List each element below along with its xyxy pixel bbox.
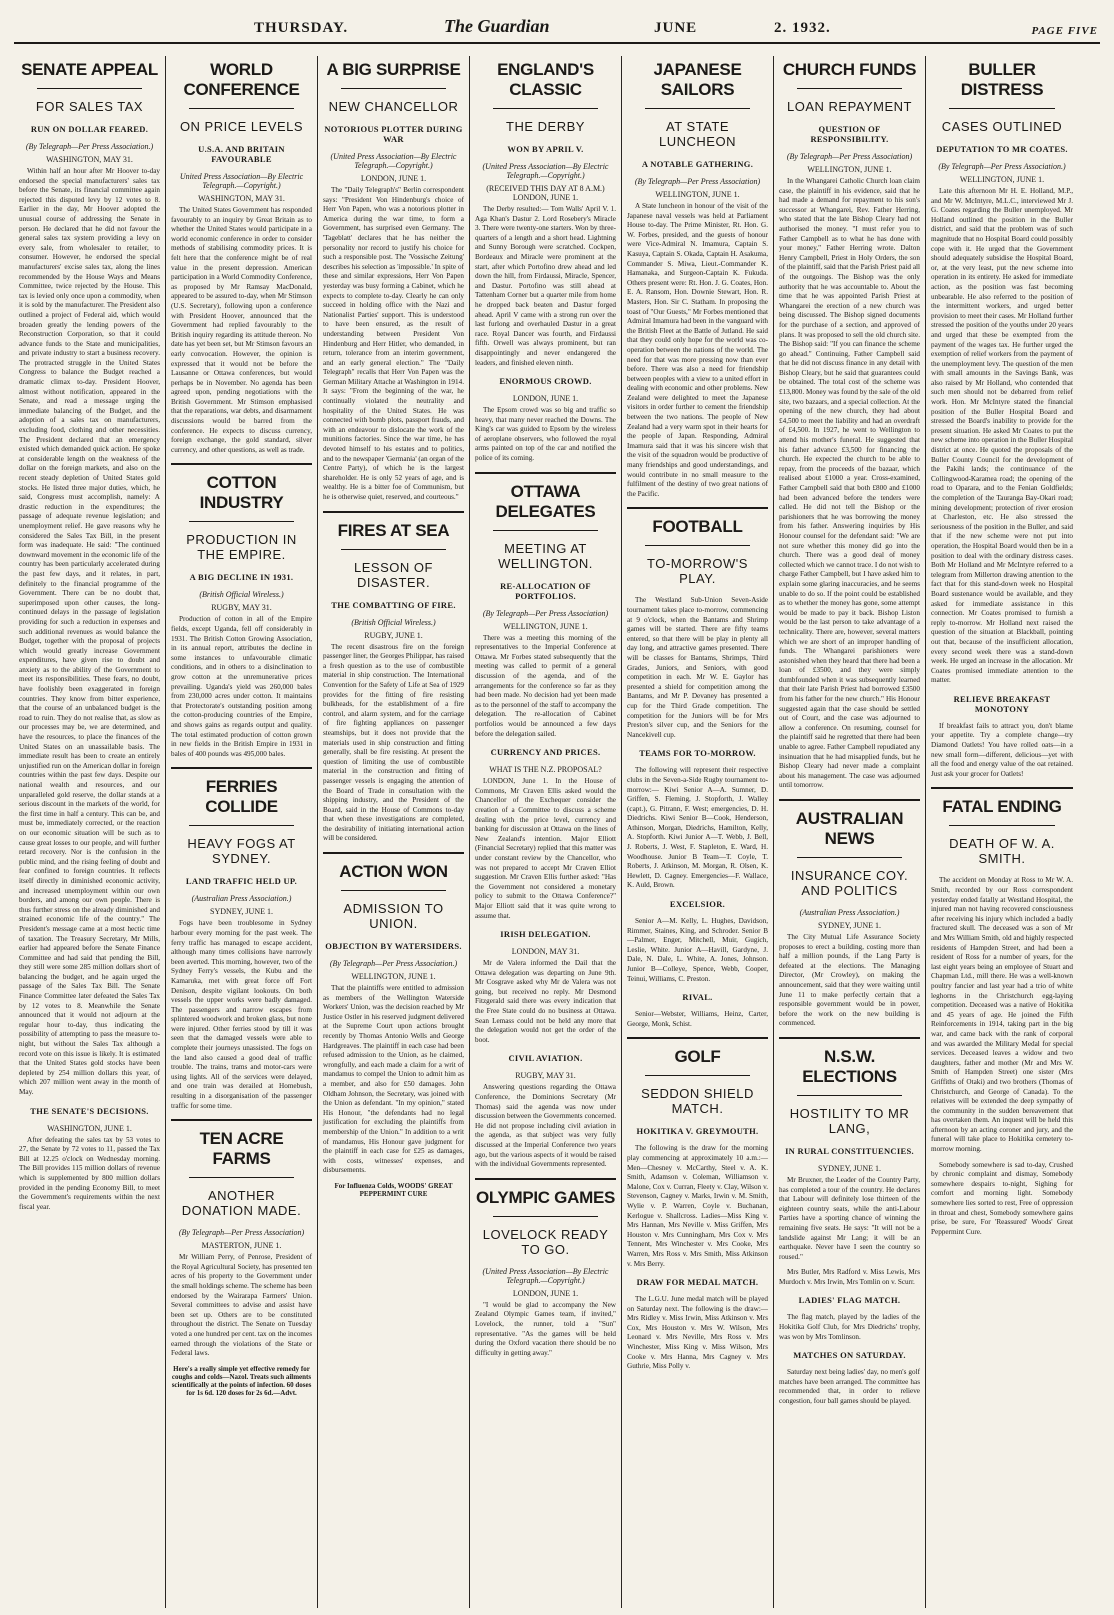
article-body: Answering questions regarding the Ottawa Conference, the Dominions Secretary (Mr Thomas) said the agenda was now under discussion between the Governments concerned. He did not propose including civil aviation in the agenda, as that subject was very fully discussed at the Imperial Conference two years ago, but the various aspects of it would be raised with the individual Governments represented. [475,1083,616,1169]
deck: WON BY APRIL V. [507,144,584,154]
headline-rule [189,825,294,826]
article [323,852,464,1176]
article [475,1178,616,1359]
columns [14,56,1102,1608]
subheadline: MEETING AT WELLINGTON. [498,540,593,571]
headline: TEN ACRE FARMS [199,1129,284,1169]
deck: A BIG DECLINE IN 1931. [189,572,294,583]
article-body: "I would be glad to accompany the New Zealand Olympic Games team, if invited," Lovelock, the runner, told a "Sun" representative. "As the games will be held during the Oxford vacation there should be no difficulty in getting away." [475,1300,616,1357]
dateline: WHAT IS THE N.Z. PROPOSAL? [489,765,602,775]
headline: FOOTBALL [652,517,743,537]
headline-rule [645,545,750,546]
headline: AUSTRALIAN NEWS [795,809,904,848]
headline-rule [189,521,294,522]
dateline: WASHINGTON, JUNE 1. [47,1123,132,1133]
masthead-month: JUNE [654,20,698,36]
dateline: SYDNEY, JUNE 1. [818,921,881,930]
subheadline: AT STATE LUNCHEON [659,119,736,149]
subheadline: THE DERBY [506,119,585,134]
headline: CHURCH FUNDS [782,60,917,79]
article [171,767,312,1111]
dateline: LONDON, JUNE 1. [360,174,427,183]
article-body: The L.G.U. June medal match will be played on Saturday next. The following is the draw:—Mrs Ridley v. Miss Irwin, Miss Atkinson v. Mrs Cox, Mrs Houston v. Mrs W. Wilson, Mrs Leonard v. Mrs Neville, Mrs Ross v. Mrs Winchester, Miss King v. Miss Wilson, Mrs Cooke v. Mrs Hanna, Mrs Cagney v. Mrs Guthrie, Miss Polly v. [627,1295,768,1371]
deck: NOTORIOUS PLOTTER DURING WAR [324,124,463,144]
headline-rule [797,1095,902,1096]
article-body: In the Whangarei Catholic Church loan claim case, the plaintiff in his evidence, said that he had made a demand for repayment to his son's successor at Whangarei, Rev. Father Herring, who stated that the late Bishop Cleary had not authorised the money. "I must refer you to Father Campbell as to what he has done with your money," Father Herring wrote. Dalton Henry Campbell, Priest in Holy Orders, the son of the plaintiff, said that the Parish Priest paid all of the outgoings. The Bishop was the only authority that he was accountable to. About the time that he was appointed Parish Priest at Whangarei the erection of a new church was being discussed. The Bishop signed documents for the purchase of a section, and approved of plans. It was proposed to sell the old church site. The Bishop said: "If you can finance the scheme go ahead." Continuing, Father Campbell said that he did not discuss finance in any detail with Bishop Cleary, but he said that guarantees could be obtained. The total cost of the scheme was £13,800. Money was found by the sale of the old site, two bazaars, and a special collection. At the opening of the new church, they had about £4,500 to meet the liability and had an overdraft of £4,500. In 1927, he went to Wellington to attend his mother's funeral. He suggested that his father advance £3,500 for financing the church. He expected the church to be able to repay, from the proceeds of the bazaar, which realised about £1000 a year. Cross-examined, Father Campbell said that both £800 and £1000 had been advanced before the tenders were called. He did not tell the Bishop or the parishioners that he was borrowing the money from his father. Answering inquiries by His Honour counsel for the defendant said: "We are not sure whether this money did go into the church. There was a good deal of money collected which we cannot trace. I do not wish to charge Father Campbell, but I have asked him to explain some glaring inaccuracies, and he seems unable to do so. If the point could be established as to whether the money has gone, some attempt would be made to pay it back. Bishop Liston would be the last person to take advantage of a technicality. There are, however, several matters which we are short of an improper handling of funds. The Whangarei parishioners were astonished when they heard that there had been a loan of £3500, and they were simply dumbfounded when it was subsequently learned that their late Parish Priest had borrowed £3500 from his father for the new church." His Honour suggested again that the case should be settled out of Court, and the case was adjourned to allow a conference. On resuming, counsel for the plaintiff said he regretted that there had been unable to agree. Father Campbell repudiated any insinuation that he had misapplied funds, but he Bishop Cleary had never made a complaint about his management. The case was adjourned until tomorrow. [779,177,920,790]
subheadline: LESSON OF DISASTER. [354,559,433,590]
wire-credit: (By Telegraph—Per Press Association) [482,608,609,618]
dateline: WELLINGTON, JUNE 1. [959,175,1045,184]
advertisement: For Influenza Colds, WOODS' GREAT PEPPERMINT CURE [334,1181,453,1198]
article [627,992,768,1029]
subheadline: DEATH OF W. A. SMITH. [949,836,1055,867]
deck: RELIEVE BREAKFAST MONOTONY [953,693,1051,714]
advertisement: Here's a really simple yet effective remedy for coughs and colds—Nazol. Treats such ailments scientifically at the points of infection. 60 doses for 1s 6d. 120 doses for 2s 6d.—Advt. [171,1364,312,1397]
article-body: The City Mutual Life Assurance Society proposes to erect a building, costing more than half a million pounds, if the Lang Party is defeated at the elections. The Managing Director, (Mr Crowley), on making the announcement, said that they were waiting until June 11 to make perfectly certain that a responsible government would be in power, before the work on the new building is commenced. [779,933,920,1028]
article-divider [627,1037,768,1039]
article-body: The flag match, played by the ladies of the Hokitika Golf Club, for Mrs Diedrichs' trophy, was won by Mrs Tomlinson. [779,1313,920,1341]
article-divider [779,799,920,801]
deck: RUN ON DOLLAR FEARED. [30,124,149,134]
headline-rule [341,549,446,550]
subheadline: LOVELOCK READY TO GO. [482,1226,609,1257]
article [931,1161,1073,1238]
headline-rule [645,1075,750,1076]
headline: FERRIES COLLIDE [205,777,278,817]
column-6 [774,56,926,1608]
headline-rule [493,530,598,531]
article [627,60,768,499]
column-4 [470,56,622,1608]
article-body: Somebody somewhere is sad to-day, Crushed by chronic complaint and dismay, Somebody somewhere despairs to-night, Sighing for comfort and morning light. Somebody somewhere lies sorted to rest, Free of oppression in throat and chest, Somebody somewhere gains prise, be sure, For 'Reassured' Woods' Great Peppermint Cure. [931,1160,1073,1236]
article [171,1119,312,1359]
article-body: There was a meeting this morning of the representatives to the Imperial Conference at Ottawa. Mr Forbes stated subsequently that the meeting was called to permit of a general discussion of the agenda, and of the arrangements for the conference so far as they had been made. No decision had yet been made as to the personnel of the staff to accompany the delegation. The re-allocation of Cabinet portfolios would be announced a few days before the delegation sailed. [475,633,616,738]
article [475,472,616,740]
article-body: Mrs Butler, Mrs Radford v. Miss Lewis, Mrs Murdoch v. Mrs Irwin, Mrs Tomlin on v. Scurr. [779,1268,920,1286]
wire-credit: (United Press Association—By Electric Telegraph.—Copyright.) [482,1266,609,1285]
headline: BULLER DISTRESS [960,60,1044,99]
article [931,694,1073,780]
dateline: SYDNEY, JUNE 1. [210,907,273,917]
subheadline: INSURANCE COY. AND POLITICS [790,868,909,898]
column-2 [166,56,318,1608]
dateline: SYDNEY, JUNE 1. [818,1163,881,1173]
article-body: LONDON, June 1. In the House of Commons, Mr Craven Ellis asked would the Chancellor of the Exchequer consider the creation of a Committee to discuss a scheme dealing with the price level, currency and banking for discussion at Ottawa on the lines of New Zealand's intention. Major Elliott (Financial Secretary) replied that this matter was under constant review by the Chancellor, who was not prepared to accept Mr Craven Elliot suggestion. Mr Craven Ellis further asked: "Has the Government not considered a monetary policy to submit to the Ottawa Conference?" Major Elliott said that it was quite wrong to assume that. [475,777,616,920]
article-body: After defeating the sales tax by 53 votes to 27, the Senate by 72 votes to 11, passed the Tax Bill at 12.25 o'clock on Wednesday morning. The Bill provides 115 million dollars of revenue which is supplemented by 800 million dollars provided in the pending Economy Bill, to meet the Government's requirements within the next fiscal year. [19,1135,160,1211]
column-1 [14,56,166,1608]
deck: DRAW FOR MEDAL MATCH. [636,1277,759,1288]
headline-rule [341,890,446,891]
article [779,1037,920,1262]
deck: THE SENATE'S DECISIONS. [30,1105,149,1116]
article-divider [171,767,312,769]
headline: JAPANESE SAILORS [653,60,742,99]
headline-rule [949,825,1055,826]
deck: U.S.A. AND BRITAIN FAVOURABLE [198,144,285,164]
article-body: The "Daily Telegraph's" Berlin correspondent says: "President Von Hindenburg's choice of Herr Von Papen, who was a notorious plotter in America during the war time, to form a Government, has surprised even Germany. The 'Tageblatt' declares that he has neither the personality nor record to justify his choice for such a responsible post. The 'Vossische Zeitung' describes his selection as 'impossible.' In spite of these and similar expressions, Herr Von Papen yesterday was busy forming a Cabinet, which he expects to complete to-day. Clearly he can only succeed in holding office with the Nazi and Nationalist Parties' support. This is understood to have been ensured, as the result of understanding between President Von Hindenburg and Herr Hitler, who demanded, in return, tolerance from an interim government, and an early general election." The "Daily Telegraph" recalls that Herr Von Papen was the German Military Attache at Washington in 1914. It says: "From the beginning of the war, he continually violated the neutrality and hospitality of the United States. He was connected with bomb plots, passport frauds, and with an endeavour to dislocate the work of the munitions factories. Since the war time, he has devoted himself to his estates and to politics, and to the newspaper 'Germania' (an organ of the Centre Party), of which he is the largest shareholder. He is only 52 years of age, and is wealthy. He is a bitter foe of Communism, but he is otherwise quiet, reserved, and courteous." [323,186,464,501]
headline-rule [645,108,750,109]
article [475,747,616,921]
wire-credit: (Australian Press Association.) [799,908,900,917]
dateline: WELLINGTON, JUNE 1. [655,190,740,199]
deck: TEAMS FOR TO-MORROW. [639,748,756,759]
wire-credit: (By Telegraph—Per Press Association.) [25,142,154,151]
article-body: Fogs have been troublesome in Sydney harbour every morning for the past week. The ferry traffic has managed to escape accident, although many times collisions have narrowly been averted. This morning, however, two of the Sydney Ferry's vessels, the Kubu and the Kamaruka, met with great force off Fort Denison, despite vigilant lookouts. On both vessels the upper works were badly damaged. The passengers and narrow escapes from splintered woodwork and broken glass, but none were injured. Other ferries stood by till it was seen that the damaged vessels were able to complete their journeys unassisted. The fogs on the land also caused a good deal of traffic trouble. The trains, trams and motor-cars were using lights. All of the services were delayed, and one train was derailed at Homebush, resulting in a disorganisation of the passenger traffic for some time. [171,919,312,1110]
deck: OBJECTION BY WATERSIDERS. [325,941,462,952]
article-body: A State luncheon in honour of the visit of the Japanese naval vessels was held at Parliament House to-day. The Prime Minister, Rt. Hon. G. W. Forbes, presided, and the guests of honour were Vice-Admiral N. Imamura, Captain S. Kasuya, Captain S. Okada, Captain H. Asakuma, Commander S. Miwa, Lieut.-Commander K. Hamanaka, and Surgeon-Captain K. Fukuda. Others present were: Rt. Hon. J. G. Coates, Hon. E. A. Ransom, Hon. Downie Stewart, Hon. R. Masters, Hon. Sir C. Statham. In proposing the toast of "Our Guests," Mr Forbes mentioned that Admiral Imamura had been in the vanguard with the British Fleet at the Battle of Jutland. He said that they could only hope for the world was co-operation between the nations of the world. The need for that was more pressing now than ever before. There was also a need for friendship between peoples with a view to a united effort in dealing with economic and other problems. New Zealand were delighted to meet the Japanese visitors in order further to cement the friendship between the two nations. The people of New Zealand had a very warm spot in their hearts for the people of Japan. Responding, Admiral Imamura said that it was his sincere wish that the visit of the squadron would be productive of many friendships and good understandings, and would contribute in no small measure to the fulfilment of the destiny of two great nations of the Pacific. [627,202,768,498]
dateline: WELLINGTON, JUNE 1. [503,621,588,631]
column-5 [622,56,774,1608]
article [627,507,768,740]
deck: CIVIL AVIATION. [508,1053,583,1064]
dateline: WASHINGTON, MAY 31. [198,194,285,203]
article-body: The accident on Monday at Ross to Mr W. A. Smith, recorded by our Ross correspondent yesterday ended fatally at Westland Hospital, the injured man not having recovered consciousness after receiving his injury which included a badly fractured skull. The deceased was a son of Mr and Mrs William Smith, old and highly respected residents of Hampden Street, and had been a resident of Ross for a number of years, for the last eight years being an employee of Stuart and Chapman Ltd., mill there. He was a well-known poultry fancier and last year had a trio of white leghorns in the Christchurch egg-laying competition. Deceased was a native of Hokitika and 45 years of age. He joined the Fifth Reinforcements in 1914, taking part in the big war, and came back with the rank of corporal and was awarded the Military Medal for special services. Deceased leaves a widow and two daughters, father and mother (Mr and Mrs W. Smith of Hampden Street) one sister (Mrs Griffiths of Otaki) and two brothers (Thomas of Christchurch, and George of Canada). To the relatives will be extended the deep sympathy of the community in the sudden bereavement that has overtaken them. An inquest will be held this afternoon by an acting coroner and jury, and the funeral will take place to Hokitika cemetery to-morrow morning. [931,876,1073,1154]
dateline: LONDON, JUNE 1. [512,1288,579,1298]
masthead-title: The Guardian [444,16,550,36]
article-body: Mr de Valera informed the Dail that the Ottawa delegation was departing on June 9th. Mr Cosgrave asked why Mr de Valera was not going, but received no reply. Mr Desmond Fitzgerald said there was every indication that the Free State could do no business at Ottawa. Sean Lemass could not be held any more that the delegation would not get the order of the boot. [475,959,616,1044]
subheadline: SEDDON SHIELD MATCH. [641,1086,754,1117]
article-divider [171,1119,312,1121]
headline: COTTON INDUSTRY [199,473,284,513]
headline: SENATE APPEAL [21,60,158,79]
article-divider [779,1037,920,1039]
dateline: RUGBY, MAY 31. [211,603,272,613]
headline-rule [797,857,902,858]
article [779,60,920,791]
headline-rule [949,108,1055,109]
deck: THE COMBATTING OF FIRE. [331,599,456,610]
article-divider [323,511,464,513]
dateline: (RECEIVED THIS DAY AT 8 A.M.) LONDON, JUNE 1. [486,184,605,202]
article-body: That the plaintiffs were entitled to admission as members of the Wellington Waterside Workers' Union, was the decision reached by Mr Justice Ostler in his reserved judgment delivered at the Supreme Court upon actions brought recently by Thomas Antonio Wells and George Hardgreaves. The plaintiff in each case had been refused admission to the Union, as he claimed, wrongfully, and each made a claim for a writ of mandamus to compel the Union to admit him as a member, and also for £50 damages. John Oldham Johnson, the Secretary, was joined with the Union as defendant. "In my opinion," stated His Honour, "the defendants had no legal justification for excluding the plaintiffs from membership of the Union." In addition to a writ of mandamus, His Honour gave judgment for the plaintiff in each case for £25 as damages, with costs, witnesses' expenses, and disbursements. [323,984,464,1175]
wire-credit: (By Telegraph—Per Press Association) [178,1228,305,1238]
article-body: The Westland Sub-Union Seven-Aside tournament takes place to-morrow, commencing at 9 o'clock, when the Bantams and Shrimp games will be started. There are fifty teams entered, so that there will be play in plenty all day long, and attractive games presented. There will be classes for Bantams, Shrimps, Third Grades, Juniors, and Seniors, with good competition in each. Mr W. E. Gaylor has presented a shield for competition among the Bantams, and Mr P. Devaney has presented a cup for the Third Grade competition. The competition for the Juniors will be for Mrs Preston's silver cup, and the Seniors for the Nancekivell cup. [627,596,768,739]
headline: GOLF [674,1047,721,1067]
article [779,1295,920,1342]
article-body: Senior A—M. Kelly, L. Hughes, Davidson, Rimmer, Staines, King, and Schroder. Senior B—Palmer, Enger, Mitchell, Muir, Gugich, Leslie, White. Junior A—Havill, Gardyne, J. Dale, N. Dale, L. White, A. Jones, Johnson. Junior B—Colleye, Spence, Webb, Cooper, Teinui, Williams, C. Preston. [627,917,768,983]
subheadline: PRODUCTION IN THE EMPIRE. [186,532,297,563]
subheadline: HEAVY FOGS AT SYDNEY. [187,836,296,867]
headline: N.S.W. ELECTIONS [802,1046,897,1086]
headline-rule [189,108,294,109]
masthead [14,12,1100,44]
headline: ENGLAND'S CLASSIC [497,60,594,99]
article-body: The following is the draw for the morning play commencing at approximately 10 a.m.:— Men—Chesney v. McCarthy, Steel v. A. K. Smith, Adamson v. Coleman, Williamson v. Malone, Cox v. Curran, Fleety v. Clay, Wilson v. Stevenson, Cagney v. Marks, Irwin v. M. Smith, Wylie v. P. Warren, Coyle v. Buchanan, Kerlogue v. Shallcross. Ladies—Miss King v. Mrs Hannan, Mrs Neville v. Miss Griffen, Mrs Houston v. Mrs Cunningham, Mrs Cox v. Mrs Tennent, Mrs Winchester v. Mrs Cooke, Mrs Warren, Mrs Ross v. Mrs Smith, Miss Atkinson v. Mrs Berry. [627,1144,768,1268]
headline: OTTAWA DELEGATES [495,481,596,521]
headline: FATAL ENDING [942,797,1062,817]
wire-credit: (By Telegraph—Per Press Association.) [938,162,1066,171]
deck: RIVAL. [682,992,713,1003]
article [931,787,1073,1154]
wire-credit: (British Official Wireless.) [351,617,436,627]
article [475,929,616,1045]
article-body: The recent disastrous fire on the foreign passenger liner, the Georges Philippar, has raised a fresh question as to the use of combustible material in ship construction. The International Convention for the Safety of Life at Sea of 1929 provides for the fitting of fire resisting bulkheads, for the establishment of a fire control, and alarm system, and for the carriage of fire fighting appliances on passenger steamships, but it does not provide that the materials used in ship construction and fitting generally, shall be fire resisting. At present the question of limiting the use of combustible material in the construction and fitting of passenger vessels is engaging the attention of the Board of Trade in consultation with the shipping industry, and the President of the Board, said in the House of Commons to-day that when these investigations are completed, the desirability of initiating international action will be considered. [323,642,465,843]
dateline: LONDON, MAY 31. [511,947,580,957]
article-divider [475,1178,616,1180]
column-3 [318,56,470,1608]
article-body: Production of cotton in all of the Empire fields, except Uganda, fell off considerably in 1931. The British Cotton Growing Association, in its annual report, attributes the decline in some instances to unfavourable climatic conditions, and in others to a disinclination to grow cotton at the unremunerative prices prevailing. Uganda's yield was 260,000 bales from 230,000 acres under cotton. It maintains that Protectorate's outstanding position among the cotton-producing countries of the Empire, and shows gains as regards output and quality. The total estimated production of cotton grown in new fields in the British Empire in 1931 in bales of 400 pounds was 495,000 bales. [171,615,312,758]
headline-rule [493,1216,598,1217]
article-divider [627,507,768,509]
deck: ENORMOUS CROWD. [499,376,592,387]
article [627,1037,768,1269]
article-body: The Epsom crowd was so big and traffic so heavy, that many never reached the Downs. The King's car was guided to Epsom by the wireless of aeroplane observers, who followed the royal arms painted on top of the car and notified the police of its coming. [475,406,616,463]
deck: DEPUTATION TO MR COATES. [936,144,1068,154]
article [779,1350,920,1406]
article [19,60,160,1098]
wire-credit: (United Press Association—By Electric Telegraph.—Copyright.) [330,152,457,170]
article [323,60,464,503]
article-divider [931,787,1073,789]
article [475,1053,616,1169]
dateline: WASHINGTON, MAY 31. [46,155,133,164]
deck: A NOTABLE GATHERING. [641,159,754,169]
article [779,1268,920,1287]
deck: HOKITIKA V. GREYMOUTH. [636,1126,759,1137]
article-body: If breakfast fails to attract you, don't blame your appetite. Try a complete change—try Diamond Oatlets! You have rolled oats—in a new small form—different, delicious—yet with all the food and energy value of the oat retained. Just ask your grocer for Oatlets! [931,721,1073,778]
deck: IRISH DELEGATION. [500,929,591,940]
headline-rule [189,1177,294,1178]
wire-credit: (By Telegraph—Per Press Association) [786,152,913,161]
article [627,1277,768,1372]
article-body: Within half an hour after Mr Hoover to-day endorsed the special manufacturers' sales tax before the Senate, its financial committee again rejected this disputed levy by 12 votes to 8. Earlier in the day, Mr Hoover adopted the unusual course of addressing the Senate in person. He declared that he did not favour the general sales tax system providing a levy on every sale, from wholesaler to retailer, to consumer. However, he endorsed the special manufacturers' excise sales tax, along the lines recommended by the House Ways and Means Committee, twice rejected by the House. This tax is levied only once upon a commodity, when it is sold by the manufacturer. The President also outlined a project of Federal aid, which would broaden greatly the lending powers of the Reconstruction Corporation, so that it could advance funds to the State and municipalities, and private industry to start a business recovery. The protracted struggle in the United States Congress to balance the Budget reached a dramatic climax to-day. President Hoover, almost without notification, appeared in the Senate, and read a message urging the immediate balancing of the Budget, and the adoption of a sales tax on manufacturers, excluding food, clothing and other necessities. The President declared that an emergency existed which demanded quick action. He spoke at considerable length on the weakness of the dollar on the foreign markets, and also on the recent steady depletion of United States gold stocks. He listed three major duties, which, he said, Congress must accomplish, namely: A drastic reduction in the expenditures; the passage of adequate revenue legislation; and unemployment relief. He gave reasons why he considered the Sales Tax Bill, in the present form was inadequate. He said: "The continued downward movement in the economic life of the country has been particularly accelerated during the past few days, and it relates, in part, definitely to the financial programme of the Government. There can be no doubt that, superimposed upon other causes, the long-continued delays in the passage of legislation providing for such a reduction in expenses and such additional revenues as would balance the Budget, together with the proposal of projects which would greatly increase Government expenditures, have given rise to doubt and anxiety as to the ability of the Government to meet its responsibilities. These fears, no doubt, have foolishly been exaggerated in foreign countries. They know from bitter experience, that the course of an unbalanced budget is the road to ruin. They do not realise that, as slow as our processes may be, we are determined, and have the resources, to place the finances of the United States on an unassailable basis. The immediate result has been to create an entirely unjustified run on the American dollar in foreign countries within the past few days. Despite our national wealth and resources, and our unparalleled gold reserve, the dollar stands at a serious discount in the markets of the world, for the first time in half a century. This can be, and must be, immediately corrected, or the reaction on our economic situation will be such as to cause great losses to our people, and will further retard recovery. Nor is the confusion in the public mind, and the rising feeling of doubt and fear confined to foreign countries. It reflects itself directly in diminished economic activity, and increased unemployment within our own borders, and among our own people. There is thus further stress on the already diminished and strained economic life of the country." The President's message came at a most hectic time of taxation. The Treasury Secretary, Mr Mills, earlier had appeared before the Senate Finance Committee and had said that pending the Bill, they still were some 285 million dollars short of balancing the budget, and he again urged the passage of the Sales Tax Bill. The Senate Finance Committee later defeated the Sales Tax by 12 votes to 8. Meanwhile the Senate announced that it would not adjourn at the regular hour to-day, thus indicating the possibility of attempting to pass the measure to-night, but without the Sales Tax although a record vote on this issue is likely. It is estimated that the United States gold stocks have been depleted by 254 million dollars this year, of which 207 million went away in the month of May. [19,167,160,1096]
dateline: WELLINGTON, JUNE 1. [807,165,892,174]
dateline: LONDON, JUNE 1. [512,394,579,404]
subheadline: ADMISSION TO UNION. [343,901,444,932]
wire-credit: (By Telegraph—Per Press Association) [634,177,761,186]
deck: LADIES' FLAG MATCH. [798,1295,901,1306]
headline: OLYMPIC GAMES [475,1187,616,1207]
column-7 [926,56,1078,1608]
article [19,1106,160,1213]
article-body: The Derby resulted:— Tom Walls' April V. 1. Aga Khan's Dastur 2. Lord Rosebery's Miracle 3. There were twenty-one starters. Won by three-quarters of a length and a short head. Lightning and Sunny Borough were scratched. Cockpen, Bordeaux and Miracle were prominent at the start, after which Portofino drew ahead and led down the hill, from Firdaussi, Miracle, Spencer, and Dastur. Portofino was still ahead at Tattenham Corner but a quarter mile from home he dropped back beaten and Dastur forged ahead. April V came with a strong run over the last furlong and overhauled Dastur in a great race. Royal Dancer was fourth, and Firdaussi fifth. Orwell was always prominent, but ran disappointingly and never endangered the leaders, and finished eleven ninth. [475,205,616,367]
dateline: WELLINGTON, JUNE 1. [351,972,436,982]
deck: MATCHES ON SATURDAY. [793,1350,906,1361]
dateline: RUGBY, MAY 31. [515,1071,576,1081]
wire-credit: (United Press Association—By Electric Telegraph.—Copyright.) [482,162,609,180]
article-body: Late this afternoon Mr H. E. Holland, M.P., and Mr W. McIntyre, M.L.C., interviewed Mr J. G. Coates regarding the Buller unemployed. Mr Holland outlined the position in the Buller district, and said that the problem was of such magnitude that no Hospital Board could possibly cope with it. He urged that the Government should adequately subsidise the Hospital Board, or, at the very least, put the new scheme into operation in its entirety. He asked for immediate action, as the position was fast becoming unbearable. He also referred to the position of the intermittent workers, and urged better provision to meet their cases. Mr Holland further stressed the position of the youths under 20 years and urged that these be exempted from the payment of the wages tax. He further urged the exemption of relief workers from the payment of the unemployment levy. The question of the men with small amounts in the Savings Bank, was also raised by Mr Holland, who contended that such men should not be debarred from relief work. Hon. Mr McIntyre stated the financial position of the Buller Hospital Board and stressed the Board's inability to provide for the present situation. He asked Mr Coates to put the new scheme into operation in the Buller Hospital district at once. He quoted the proposals of the Buller County Council for the development of the Pakihi lands; the continuance of the Collingwood-Karamea road; the opening of the road to Oparara, and to the Fenian Goldfields; the completion of the Tauranga Bay-Okari road; mining development; protection of river erosion at Charleston, etc. He also stressed the seriousness of the position in the Buller, and said that if the new scheme were not put into operation, the Hospital Board would then be in a position to deal with the ordinary distress cases. Both Mr Holland and Mr McIntyre referred to a telegram from Millerton drawing attention to the fact that for this stand-down week no Hospital Board sustenance would be available, and they asked for immediate assistance in this connection. Mr Coates promised to furnish a reply to-morrow. Mr Holland next raised the question of the situation at Blackball, pointing out that, because of the insufficient allocation, every second week there was a stand-down week. He urged an increase in the allocation. Mr Coates promised immediate attention to the matter. [931,187,1073,685]
deck: QUESTION OF RESPONSIBILITY. [810,124,889,144]
dateline: MASTERTON, JUNE 1. [201,1241,282,1251]
article-body: The United States Government has responded favourably to an inquiry by Great Britain as to whether the United States would participate in a world economic conference in order to consider methods of stabilising commodity prices. It is felt here that the conference might be of real value in the present depression. American participation in a World Commodity Conference, as proposed by Mr Ramsay MacDonald, appeared to be assured to-day, when Mr Stimson (U.S. Secretary), following upon a conference with President Hoover, announced that the Government had replied favourably to the British inquiry regarding its attitude thereon. No date has yet been set, but Mr Stimson favours an early convocation. However, the opinion is expressed that it would not be before the Lausanne or Ottawa conferences, but would perhaps be in November. No agenda has been agreed upon, pending negotiations with the British Government. Mr Stimson emphasised that the reparations, war debts, and disarmament discussions would be barred from the conference. He expects to discuss currency, foreign exchange, the gold standard, silver currency, and other questions, as well as trade. [171,206,313,454]
subheadline: HOSTILITY TO MR LANG, [789,1105,910,1136]
article [171,463,312,759]
article-body: Saturday next being ladies' day, no men's golf matches have been arranged. The committee has recommended that, in order to relieve congestion, four ball games should be played. [779,1368,920,1406]
deck: LAND TRAFFIC HELD UP. [185,876,298,887]
headline: WORLD CONFERENCE [183,60,300,99]
wire-credit: (By Telegraph—Per Press Association.) [329,959,458,969]
wire-credit: (Australian Press Association.) [191,894,292,904]
headline: A BIG SURPRISE [326,60,461,79]
article-divider [323,852,464,854]
subheadline: ANOTHER DONATION MADE. [181,1188,302,1219]
article-divider [475,472,616,474]
article-body: Senior—Webster, Williams, Heinz, Carter, George, Monk, Schist. [627,1010,768,1028]
headline-rule [37,88,142,89]
headline: FIRES AT SEA [337,520,450,540]
article [323,511,464,844]
subheadline: FOR SALES TAX [35,99,144,114]
dateline: RUGBY, JUNE 1. [364,630,423,640]
article-body: Mr William Perry, of Penrose, President of the Royal Agricultural Society, has presented ten acres of his property to the Government under the small holdings scheme. The scheme has been endorsed by the Wairarapa Farmers' Union. Several committees to advise and assist have been set up. Others are to be constituted throughout the district. The Senate on Tuesday voted a one hundred per cent. tax on the incomes earned through the violations of the State or Federal laws. [171,1253,312,1358]
article [931,60,1073,686]
article-body: Mr Bruxner, the Leader of the Country Party, has completed a tour of the country. He declares that Labour will definitely lose thirteen of the eighteen country seats, while the anti-Labour Parties have a sporting chance of winning the remaining five seats. He says: "It will not be a landslide against Mr Lang; it will be an earthquake. Never have I seen the country so roused." [779,1175,920,1261]
article [475,60,616,368]
deck: RE-ALLOCATION OF PORTFOLIOS. [500,580,591,601]
headline-rule [797,88,902,89]
article [475,376,616,464]
article [779,799,920,1029]
article [627,748,768,891]
masthead-page: PAGE FIVE [1031,25,1098,37]
article-divider [171,463,312,465]
subheadline: NEW CHANCELLOR [328,99,459,114]
subheadline: ON PRICE LEVELS [179,119,304,134]
subheadline: CASES OUTLINED [941,119,1063,134]
deck: CURRENCY AND PRICES. [490,747,601,758]
deck: IN RURAL CONSTITUENCIES. [785,1145,914,1156]
article [627,899,768,984]
subheadline: LOAN REPAYMENT [787,99,912,114]
article [171,60,312,455]
headline-rule [341,88,446,89]
wire-credit: (British Official Wireless.) [199,590,284,600]
headline-rule [493,108,598,109]
headline: ACTION WON [339,862,448,882]
deck: EXCELSIOR. [669,899,726,910]
article-body: The following will represent their respective clubs in the Seven-a-Side Rugby tournament to-morrow:— Kiwi Senior A—A. Sumner, D. Griffen, S. Fleming, J. Stopforth, J. Walley (capt.), G. Pitrann, F. West; emergencies, D. H. Diedrichs. Kiwi Senior B—Cook, Henderson, Athinson, Morgan, Diedrichs, Hamilton, Kelly, A. Stopforth. Kiwi Junior A—T. Webb, J. Bell, J. Roberts, J. West, F. Stapleton, E. Ward, H. Woodhouse. Junior B Team—T. Coyle, T. Roberts, J. Atkinson, M. Morgan, R. Olsen, K. Hewlett, D. Cagney. Emergencies—F. Wallace, K. Auld, Brown. [627,766,768,890]
masthead-day: THURSDAY. [254,20,349,36]
subheadline: TO-MORROW'S PLAY. [647,556,748,587]
masthead-date: 2. 1932. [774,20,831,36]
wire-credit: United Press Association—By Electric Telegraph.—Copyright.) [179,172,304,190]
